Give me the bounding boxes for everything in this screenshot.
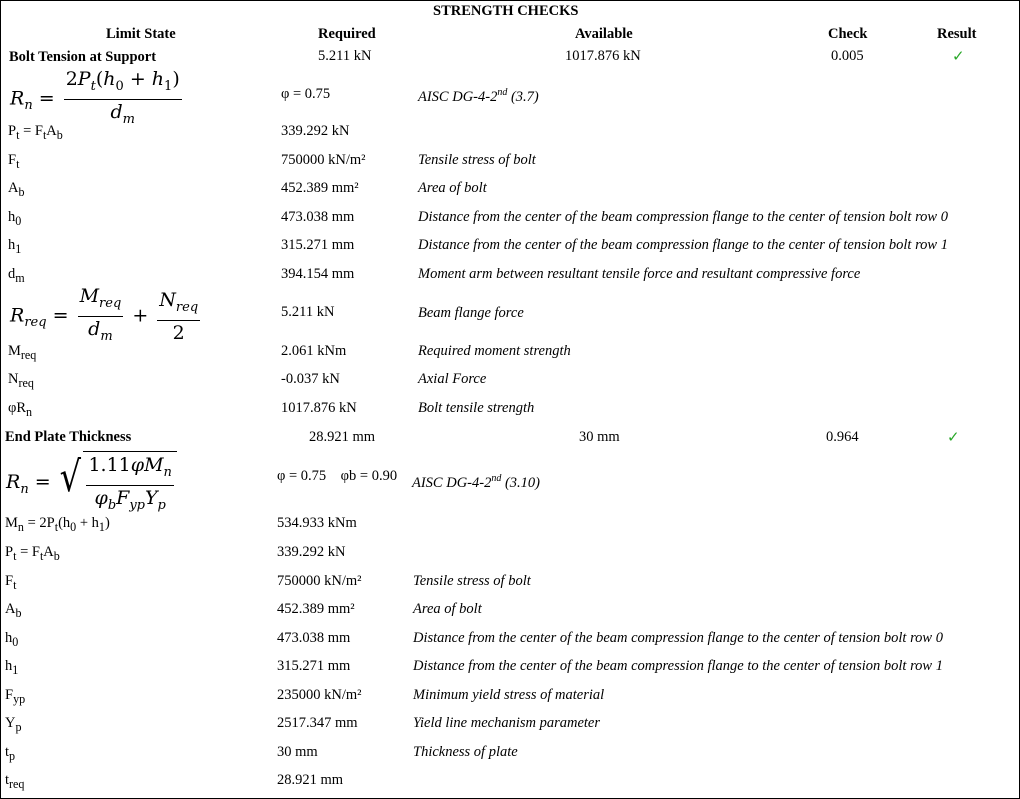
value-cell: 452.389 mm² [281, 180, 359, 196]
header-check: Check [828, 26, 868, 42]
required-value: 28.921 mm [309, 429, 376, 445]
symbol-label: $Y_p$ [5, 715, 22, 734]
value-cell: 750000 kN/m² [277, 573, 362, 589]
description-cell: Tensile stress of bolt [418, 152, 536, 168]
value-cell: 473.038 mm [277, 630, 351, 646]
value-cell: 28.921 mm [277, 772, 344, 788]
symbol-label: $t_p$ [5, 744, 16, 763]
description-cell: Area of bolt [418, 180, 487, 196]
symbol-label: $\varphi R_n$ [8, 400, 33, 419]
description-cell: Distance from the center of the beam compression flange to the center of tension bolt row 1 [413, 658, 943, 674]
code-reference: AISC DG-4-2nd (3.10) [412, 473, 541, 491]
value-cell: -0.037 kN [281, 371, 340, 387]
value-cell: 2517.347 mm [277, 715, 358, 731]
value-cell: 750000 kN/m² [281, 152, 366, 168]
value-cell: 473.038 mm [281, 209, 355, 225]
symbol-label: $A_b$ [5, 601, 22, 620]
check-ratio: 0.005 [831, 48, 864, 64]
header-available: Available [575, 26, 633, 42]
available-value: 1017.876 kN [565, 48, 641, 64]
description-cell: Bolt tensile strength [418, 400, 535, 416]
symbol-label: $t_{req}$ [5, 772, 25, 791]
value-cell: 315.271 mm [277, 658, 351, 674]
header-required: Required [318, 26, 376, 42]
rreq-value: 5.211 kN [281, 304, 335, 320]
symbol-label: $h_1$ [8, 237, 22, 256]
page-title: STRENGTH CHECKS [433, 3, 579, 19]
phi-factor: φ = 0.75 [281, 86, 331, 102]
checkmark-icon: ✓ [947, 430, 960, 446]
header-limit-state: Limit State [106, 26, 176, 42]
symbol-label: $P_t = F_tA_b$ [5, 544, 60, 563]
description-cell: Distance from the center of the beam compression flange to the center of tension bolt row 0 [413, 630, 943, 646]
symbol-label: $h_0$ [5, 630, 19, 649]
symbol-label: $h_1$ [5, 658, 19, 677]
symbol-label: $P_t = F_tA_b$ [8, 123, 63, 142]
code-reference: AISC DG-4-2nd (3.7) [418, 87, 539, 105]
value-cell: 339.292 kN [281, 123, 350, 139]
symbol-label: $M_{req}$ [8, 343, 37, 362]
symbol-label: $F_t$ [8, 152, 20, 171]
check-ratio: 0.964 [826, 429, 859, 445]
formula-rn-plate: $R_n$ = √ $\frac{1.11\varphi M_n}{\varphi_bF_{yp}Y_p}$ [6, 451, 177, 517]
header-result: Result [937, 26, 977, 42]
symbol-label: $A_b$ [8, 180, 25, 199]
symbol-label: $h_0$ [8, 209, 22, 228]
description-cell: Tensile stress of bolt [413, 573, 531, 589]
value-cell: 452.389 mm² [277, 601, 355, 617]
formula-rn-bolt: $R_n$ = $\frac{2P_t(h_0 + h_1)}{d_m}$ [10, 68, 180, 127]
symbol-label: $d_m$ [8, 266, 25, 285]
available-value: 30 mm [579, 429, 620, 445]
value-cell: 339.292 kN [277, 544, 346, 560]
symbol-label: $F_t$ [5, 573, 17, 592]
symbol-label: $F_{yp}$ [5, 687, 26, 706]
checkmark-icon: ✓ [952, 49, 965, 65]
symbol-label: $M_n = 2P_t(h_0 + h_1)$ [5, 515, 110, 534]
description-cell: Moment arm between resultant tensile force and resultant compressive force [418, 266, 861, 282]
section-name-bolt-tension: Bolt Tension at Support [9, 49, 157, 65]
description-cell: Minimum yield stress of material [413, 687, 605, 703]
description-cell: Area of bolt [413, 601, 482, 617]
value-cell: 315.271 mm [281, 237, 355, 253]
description-cell: Axial Force [418, 371, 487, 387]
formula-rreq: $R_{req}$ = $\frac{M_{req}}{d_m}$ + $\frac{N_{req}}{2}$ [10, 285, 199, 344]
value-cell: 235000 kN/m² [277, 687, 362, 703]
required-value: 5.211 kN [318, 48, 372, 64]
description-cell: Distance from the center of the beam compression flange to the center of tension bolt row 0 [418, 209, 948, 225]
symbol-label: $N_{req}$ [8, 371, 34, 390]
description-cell: Distance from the center of the beam compression flange to the center of tension bolt row 1 [418, 237, 948, 253]
phi-factor: φ = 0.75 φb = 0.90 [277, 468, 398, 484]
value-cell: 1017.876 kN [281, 400, 357, 416]
value-cell: 30 mm [277, 744, 318, 760]
description-cell: Yield line mechanism parameter [413, 715, 600, 731]
value-cell: 2.061 kNm [281, 343, 347, 359]
rreq-description: Beam flange force [418, 305, 524, 321]
description-cell: Required moment strength [418, 343, 571, 359]
value-cell: 534.933 kNm [277, 515, 357, 531]
description-cell: Thickness of plate [413, 744, 518, 760]
value-cell: 394.154 mm [281, 266, 355, 282]
section-name-end-plate: End Plate Thickness [5, 429, 132, 445]
